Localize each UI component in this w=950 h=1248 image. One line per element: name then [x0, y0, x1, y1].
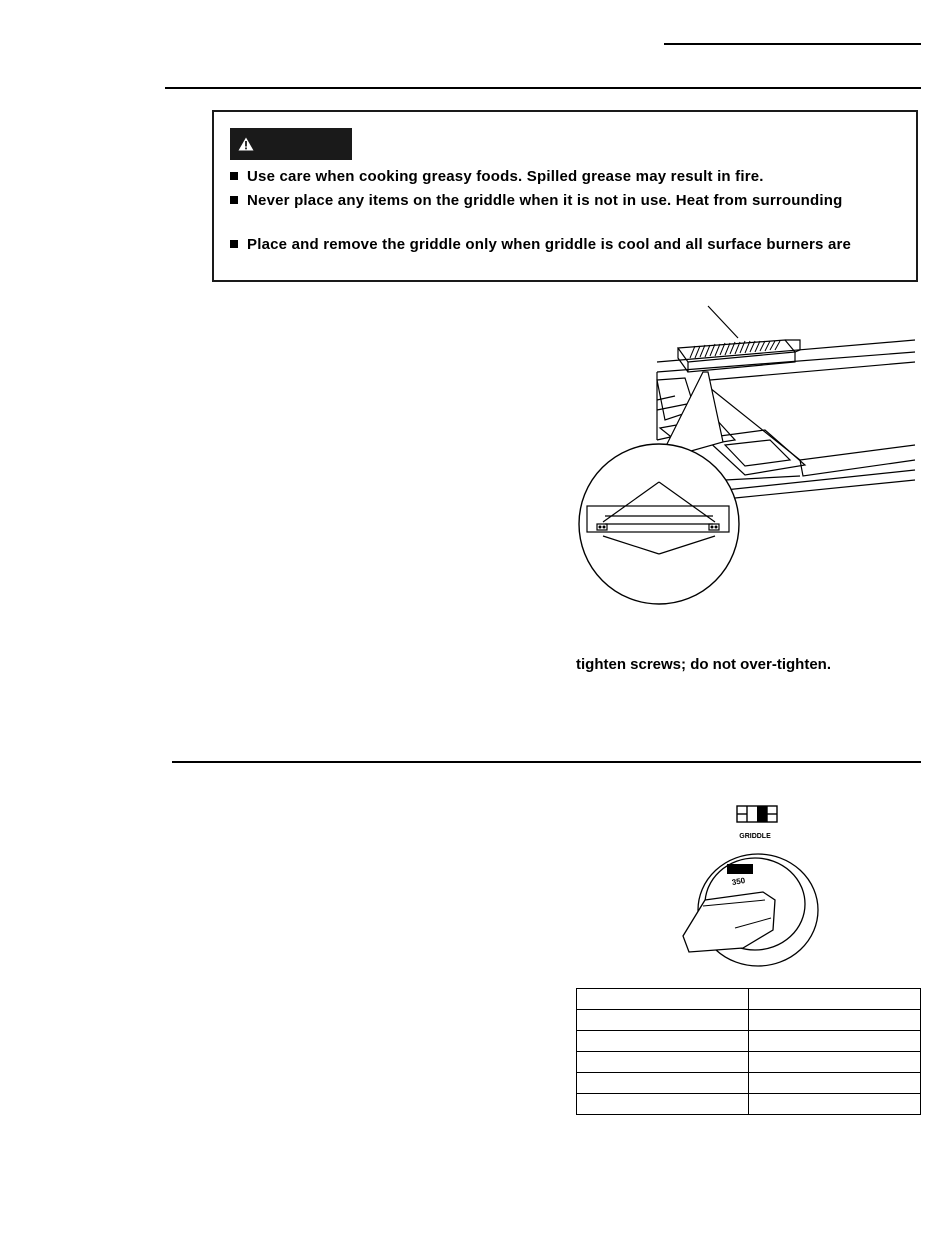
warning-triangle-icon	[238, 137, 254, 151]
bullet-square-icon	[230, 172, 238, 180]
table-row	[577, 1052, 921, 1073]
warning-label	[230, 128, 352, 160]
table-row	[577, 1031, 921, 1052]
warning-bullet: Place and remove the griddle only when griddle is cool and all surface burners are	[230, 236, 851, 253]
svg-text:350: 350	[731, 875, 746, 888]
svg-text:GRIDDLE: GRIDDLE	[739, 833, 771, 840]
warning-bullet: Use care when cooking greasy foods. Spilled grease may result in fire.	[230, 168, 764, 185]
install-instruction-text: tighten screws; do not over-tighten.	[576, 656, 832, 673]
section-rule-top	[165, 87, 921, 89]
griddle-knob-illustration	[675, 800, 845, 975]
header-rule-short	[664, 43, 921, 45]
warning-box	[212, 110, 918, 282]
bullet-square-icon	[230, 240, 238, 248]
griddle-install-illustration	[575, 300, 925, 605]
table-row	[577, 1010, 921, 1031]
bullet-square-icon	[230, 196, 238, 204]
table-row	[577, 989, 921, 1010]
warning-bullet: Never place any items on the griddle when it is not in use. Heat from surrounding	[230, 192, 842, 209]
griddle-temperature-table	[576, 988, 921, 1115]
table-row	[577, 1094, 921, 1115]
table-row	[577, 1073, 921, 1094]
section-rule-griddle-use	[172, 761, 921, 763]
